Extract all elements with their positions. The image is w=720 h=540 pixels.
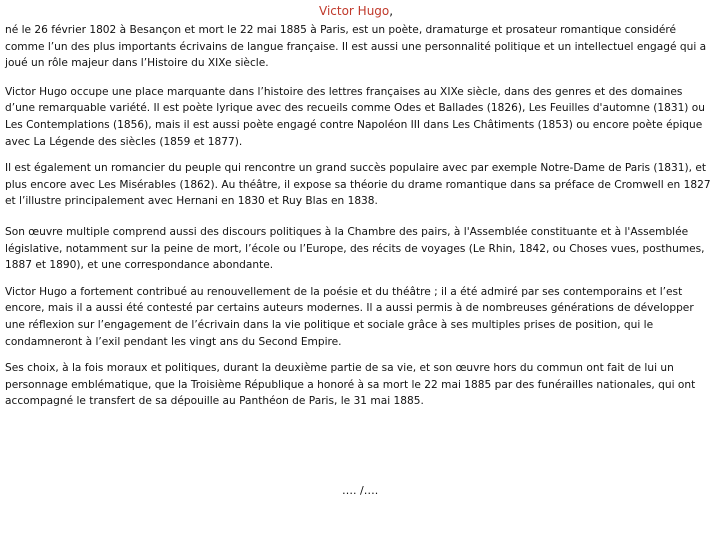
paragraph-works: Son œuvre multiple comprend aussi des discours politiques à la Chambre des pairs, à l'Assemblée constituante et à l'Assemblée législative, notamment sur la peine de mort, l’école ou l’Europe, des récits de voyages (Le Rhin, 1842, ou Choses vues, posthumes, 1887 et 1890), et une correspondance abondante. (5, 225, 705, 272)
paragraph-novelist: Il est également un romancier du peuple qui rencontre un grand succès populaire avec par exemple Notre-Dame de Paris (1831), et plus encore avec Les Misérables (1862). Au théâtre, il expose sa théorie du drame romantique dans sa préface de Cromwell en 1827 et l’illustre principalement avec Hernani en 1830 et Ruy Blas en 1838. (5, 162, 711, 208)
document-page (5, 4, 712, 497)
title-punctuation: , (389, 4, 394, 18)
title-name: Victor Hugo (319, 4, 390, 18)
paragraph-legacy: Victor Hugo a fortement contribué au renouvellement de la poésie et du théâtre ; il a été admiré par ses contemporains et l’est encore, mais il a aussi été contesté par certains auteurs modernes. Il a aussi permis à de nombreuses générations de développer une réflexion sur l’engagement de l’écrivain dans la vie politique et sociale grâce à ses multiples prises de position, qui le condamneront à l’exil pendant les vingt ans du Second Empire. (5, 285, 694, 348)
paragraph-poet: Victor Hugo occupe une place marquante dans l’histoire des lettres françaises au XIXe siècle, dans des genres et des domaines d’une remarquable variété. Il est poète lyrique avec des recueils comme Odes et Ballades (1826), Les Feuilles d'automne (1831) ou Les Contemplations (1856), mais il est aussi poète engagé contre Napoléon III dans Les Châtiments (1853) ou encore poète épique avec La Légende des siècles (1859 et 1877). (5, 85, 706, 148)
continuation-marker: …. /…. (342, 484, 379, 497)
paragraph-intro: né le 26 février 1802 à Besançon et mort le 22 mai 1885 à Paris, est un poète, dramaturge et prosateur romantique considéré comme l’un des plus importants écrivains de langue française. Il est aussi une personnalité politique et un intellectuel engagé qui a joué un rôle majeur dans l’Histoire du XIXe siècle. (5, 24, 707, 70)
paragraph-choices: Ses choix, à la fois moraux et politiques, durant la deuxième partie de sa vie, et son œuvre hors du commun ont fait de lui un personnage emblématique, que la Troisième République a honoré à sa mort le 22 mai 1885 par des funérailles nationales, qui ont accompagné le transfert de sa dépouille au Panthéon de Paris, le 31 mai 1885. (5, 362, 696, 408)
document-title (319, 3, 393, 19)
